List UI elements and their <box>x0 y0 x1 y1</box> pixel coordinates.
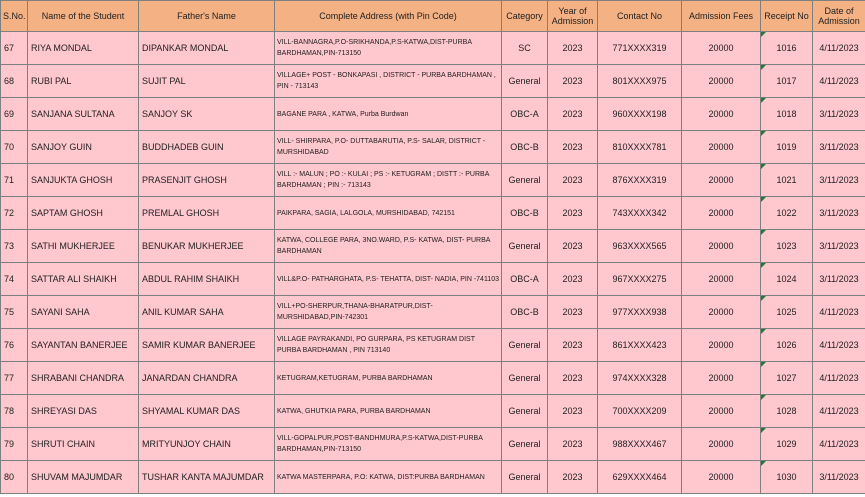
cell-date[interactable]: 3/11/2023 <box>813 461 865 494</box>
cell-contact[interactable]: 876XXXX319 <box>598 164 682 197</box>
cell-address[interactable]: BAGANE PARA , KATWA, Purba Burdwan <box>275 98 502 131</box>
cell-receipt[interactable]: 1029 <box>761 428 813 461</box>
table-row[interactable] <box>1 131 865 164</box>
cell-sno[interactable]: 75 <box>1 296 28 329</box>
cell-receipt[interactable]: 1018 <box>761 98 813 131</box>
cell-category[interactable]: General <box>502 230 548 263</box>
cell-father[interactable]: SUJIT PAL <box>139 65 275 98</box>
cell-receipt[interactable]: 1030 <box>761 461 813 494</box>
cell-receipt[interactable]: 1023 <box>761 230 813 263</box>
cell-name[interactable]: SHRUTI CHAIN <box>28 428 139 461</box>
cell-fees[interactable]: 20000 <box>682 98 761 131</box>
cell-father[interactable]: JANARDAN CHANDRA <box>139 362 275 395</box>
cell-category[interactable]: OBC-A <box>502 263 548 296</box>
cell-contact[interactable]: 967XXXX275 <box>598 263 682 296</box>
cell-fees[interactable]: 20000 <box>682 131 761 164</box>
cell-address[interactable]: VILLAGE+ POST - BONKAPASI , DISTRICT - PURBA BARDHAMAN , PIN - 713143 <box>275 65 502 98</box>
cell-address[interactable]: KATWA, GHUTKIA PARA, PURBA BARDHAMAN <box>275 395 502 428</box>
cell-receipt[interactable]: 1021 <box>761 164 813 197</box>
cell-father[interactable]: MRITYUNJOY CHAIN <box>139 428 275 461</box>
cell-address[interactable]: VILL-GOPALPUR,POST-BANDHMURA,P.S-KATWA,DIST-PURBA BARDHAMAN,PIN-713150 <box>275 428 502 461</box>
cell-category[interactable]: General <box>502 362 548 395</box>
cell-receipt[interactable]: 1026 <box>761 329 813 362</box>
cell-father[interactable]: SANJOY SK <box>139 98 275 131</box>
cell-fees[interactable]: 20000 <box>682 230 761 263</box>
cell-date[interactable]: 3/11/2023 <box>813 164 865 197</box>
cell-date[interactable]: 4/11/2023 <box>813 428 865 461</box>
cell-father[interactable]: BENUKAR MUKHERJEE <box>139 230 275 263</box>
cell-name[interactable]: SAYANTAN BANERJEE <box>28 329 139 362</box>
cell-sno[interactable]: 73 <box>1 230 28 263</box>
header-name: Name of the Student <box>28 1 139 32</box>
cell-contact[interactable]: 861XXXX423 <box>598 329 682 362</box>
cell-fees[interactable]: 20000 <box>682 197 761 230</box>
cell-name[interactable]: SANJUKTA GHOSH <box>28 164 139 197</box>
cell-contact[interactable]: 963XXXX565 <box>598 230 682 263</box>
cell-name[interactable]: SATTAR ALI SHAIKH <box>28 263 139 296</box>
header-category: Category <box>502 1 548 32</box>
cell-date[interactable]: 4/11/2023 <box>813 296 865 329</box>
cell-fees[interactable]: 20000 <box>682 263 761 296</box>
cell-receipt[interactable]: 1027 <box>761 362 813 395</box>
cell-category[interactable]: SC <box>502 32 548 65</box>
cell-sno[interactable]: 77 <box>1 362 28 395</box>
cell-father[interactable]: PREMLAL GHOSH <box>139 197 275 230</box>
header-contact: Contact No <box>598 1 682 32</box>
cell-contact[interactable]: 629XXXX464 <box>598 461 682 494</box>
cell-fees[interactable]: 20000 <box>682 164 761 197</box>
cell-year[interactable]: 2023 <box>548 362 598 395</box>
cell-father[interactable]: ANIL KUMAR SAHA <box>139 296 275 329</box>
cell-sno[interactable]: 79 <box>1 428 28 461</box>
cell-receipt[interactable]: 1019 <box>761 131 813 164</box>
cell-date[interactable]: 3/11/2023 <box>813 98 865 131</box>
cell-year[interactable]: 2023 <box>548 461 598 494</box>
header-address: Complete Address (with Pin Code) <box>275 1 502 32</box>
cell-contact[interactable]: 977XXXX938 <box>598 296 682 329</box>
cell-name[interactable]: SHREYASI DAS <box>28 395 139 428</box>
cell-father[interactable]: TUSHAR KANTA MAJUMDAR <box>139 461 275 494</box>
cell-sno[interactable]: 71 <box>1 164 28 197</box>
cell-address[interactable]: VILL-BANNAGRA,P.O-SRIKHANDA,P.S-KATWA,DIST-PURBA BARDHAMAN,PIN-713150 <box>275 32 502 65</box>
cell-fees[interactable]: 20000 <box>682 461 761 494</box>
cell-year[interactable]: 2023 <box>548 65 598 98</box>
cell-category[interactable]: General <box>502 164 548 197</box>
table-row[interactable] <box>1 65 865 98</box>
cell-contact[interactable]: 960XXXX198 <box>598 98 682 131</box>
cell-address[interactable]: PAIKPARA, SAGIA, LALGOLA, MURSHIDABAD, 742151 <box>275 197 502 230</box>
header-row <box>1 1 865 32</box>
cell-father[interactable]: BUDDHADEB GUIN <box>139 131 275 164</box>
cell-name[interactable]: SATHI MUKHERJEE <box>28 230 139 263</box>
cell-contact[interactable]: 810XXXX781 <box>598 131 682 164</box>
cell-receipt[interactable]: 1024 <box>761 263 813 296</box>
cell-fees[interactable]: 20000 <box>682 32 761 65</box>
cell-name[interactable]: RIYA MONDAL <box>28 32 139 65</box>
cell-sno[interactable]: 74 <box>1 263 28 296</box>
cell-name[interactable]: SHRABANI CHANDRA <box>28 362 139 395</box>
cell-name[interactable]: SANJOY GUIN <box>28 131 139 164</box>
cell-date[interactable]: 4/11/2023 <box>813 65 865 98</box>
table-row[interactable] <box>1 197 865 230</box>
cell-date[interactable]: 4/11/2023 <box>813 395 865 428</box>
cell-date[interactable]: 4/11/2023 <box>813 329 865 362</box>
header-receipt: Receipt No <box>761 1 813 32</box>
cell-receipt[interactable]: 1025 <box>761 296 813 329</box>
cell-father[interactable]: SAMIR KUMAR BANERJEE <box>139 329 275 362</box>
cell-name[interactable]: SAYANI SAHA <box>28 296 139 329</box>
cell-father[interactable]: ABDUL RAHIM SHAIKH <box>139 263 275 296</box>
cell-category[interactable]: General <box>502 65 548 98</box>
cell-address[interactable]: KETUGRAM,KETUGRAM, PURBA BARDHAMAN <box>275 362 502 395</box>
cell-contact[interactable]: 988XXXX467 <box>598 428 682 461</box>
header-year: Year of Admission <box>548 1 598 32</box>
cell-contact[interactable]: 771XXXX319 <box>598 32 682 65</box>
table-row[interactable] <box>1 263 865 296</box>
cell-contact[interactable]: 743XXXX342 <box>598 197 682 230</box>
cell-year[interactable]: 2023 <box>548 395 598 428</box>
cell-category[interactable]: General <box>502 395 548 428</box>
table-row[interactable] <box>1 329 865 362</box>
cell-category[interactable]: OBC-B <box>502 296 548 329</box>
cell-date[interactable]: 3/11/2023 <box>813 263 865 296</box>
cell-category[interactable]: General <box>502 461 548 494</box>
cell-date[interactable]: 4/11/2023 <box>813 362 865 395</box>
cell-address[interactable]: VILL&P.O- PATHARGHATA, P.S- TEHATTA, DIST- NADIA, PIN -741103 <box>275 263 502 296</box>
cell-name[interactable]: SHUVAM MAJUMDAR <box>28 461 139 494</box>
cell-father[interactable]: SHYAMAL KUMAR DAS <box>139 395 275 428</box>
cell-receipt[interactable]: 1016 <box>761 32 813 65</box>
cell-name[interactable]: RUBI PAL <box>28 65 139 98</box>
cell-year[interactable]: 2023 <box>548 263 598 296</box>
cell-name[interactable]: SANJANA SULTANA <box>28 98 139 131</box>
cell-fees[interactable]: 20000 <box>682 395 761 428</box>
cell-fees[interactable]: 20000 <box>682 65 761 98</box>
cell-sno[interactable]: 76 <box>1 329 28 362</box>
cell-date[interactable]: 3/11/2023 <box>813 131 865 164</box>
cell-contact[interactable]: 700XXXX209 <box>598 395 682 428</box>
table-row[interactable] <box>1 362 865 395</box>
cell-category[interactable]: General <box>502 428 548 461</box>
cell-fees[interactable]: 20000 <box>682 329 761 362</box>
cell-year[interactable]: 2023 <box>548 197 598 230</box>
table-row[interactable] <box>1 395 865 428</box>
cell-date[interactable]: 3/11/2023 <box>813 230 865 263</box>
cell-sno[interactable]: 78 <box>1 395 28 428</box>
cell-year[interactable]: 2023 <box>548 329 598 362</box>
cell-sno[interactable]: 72 <box>1 197 28 230</box>
cell-receipt[interactable]: 1028 <box>761 395 813 428</box>
header-sno: S.No. <box>1 1 28 32</box>
table-row[interactable] <box>1 230 865 263</box>
cell-sno[interactable]: 70 <box>1 131 28 164</box>
cell-year[interactable]: 2023 <box>548 428 598 461</box>
table-row[interactable] <box>1 461 865 494</box>
cell-fees[interactable]: 20000 <box>682 296 761 329</box>
cell-category[interactable]: OBC-B <box>502 131 548 164</box>
header-date: Date of Admission <box>813 1 865 32</box>
cell-address[interactable]: VILL :- MALUN ; PO :- KULAI ; PS :- KETUGRAM ; DISTT :- PURBA BARDHAMAN ; PIN :- 713143 <box>275 164 502 197</box>
cell-name[interactable]: SAPTAM GHOSH <box>28 197 139 230</box>
cell-receipt[interactable]: 1017 <box>761 65 813 98</box>
cell-date[interactable]: 4/11/2023 <box>813 32 865 65</box>
cell-category[interactable]: General <box>502 329 548 362</box>
cell-fees[interactable]: 20000 <box>682 362 761 395</box>
table-row[interactable] <box>1 428 865 461</box>
cell-year[interactable]: 2023 <box>548 230 598 263</box>
cell-contact[interactable]: 974XXXX328 <box>598 362 682 395</box>
cell-category[interactable]: OBC-A <box>502 98 548 131</box>
header-fees: Admission Fees <box>682 1 761 32</box>
cell-address[interactable]: VILL+PO-SHERPUR,THANA-BHARATPUR,DIST-MURSHIDABAD,PIN-742301 <box>275 296 502 329</box>
cell-year[interactable]: 2023 <box>548 98 598 131</box>
table-row[interactable] <box>1 98 865 131</box>
cell-date[interactable]: 3/11/2023 <box>813 197 865 230</box>
cell-address[interactable]: KATWA MASTERPARA, P.O: KATWA, DIST:PURBA BARDHAMAN <box>275 461 502 494</box>
cell-address[interactable]: VILLAGE PAYRAKANDI, PO GURPARA, PS KETUGRAM DIST PURBA BARDHAMAN , PIN 713140 <box>275 329 502 362</box>
table-row[interactable] <box>1 296 865 329</box>
cell-sno[interactable]: 69 <box>1 98 28 131</box>
cell-year[interactable]: 2023 <box>548 131 598 164</box>
cell-sno[interactable]: 68 <box>1 65 28 98</box>
cell-sno[interactable]: 67 <box>1 32 28 65</box>
cell-father[interactable]: DIPANKAR MONDAL <box>139 32 275 65</box>
header-father: Father's Name <box>139 1 275 32</box>
cell-receipt[interactable]: 1022 <box>761 197 813 230</box>
cell-category[interactable]: OBC-B <box>502 197 548 230</box>
cell-contact[interactable]: 801XXXX975 <box>598 65 682 98</box>
cell-address[interactable]: KATWA, COLLEGE PARA, 3NO.WARD, P.S- KATWA, DIST- PURBA BARDHAMAN <box>275 230 502 263</box>
cell-year[interactable]: 2023 <box>548 296 598 329</box>
cell-father[interactable]: PRASENJIT GHOSH <box>139 164 275 197</box>
cell-fees[interactable]: 20000 <box>682 428 761 461</box>
cell-year[interactable]: 2023 <box>548 164 598 197</box>
cell-address[interactable]: VILL- SHIRPARA, P.O- DUTTABARUTIA, P.S- SALAR, DISTRICT - MURSHIDABAD <box>275 131 502 164</box>
table-row[interactable] <box>1 164 865 197</box>
cell-sno[interactable]: 80 <box>1 461 28 494</box>
cell-year[interactable]: 2023 <box>548 32 598 65</box>
table-row[interactable] <box>1 32 865 65</box>
